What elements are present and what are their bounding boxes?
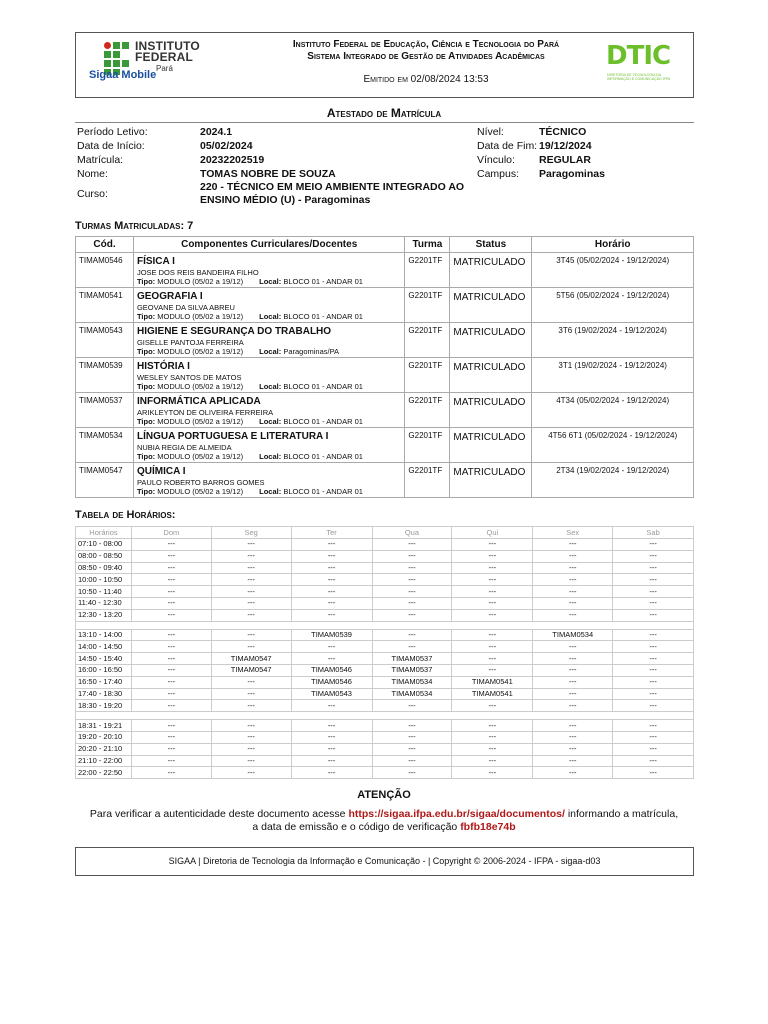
turma-code-cell: G2201TF: [405, 323, 450, 358]
campus-value: Paragominas: [539, 168, 605, 180]
horario-cell: TIMAM0537: [372, 653, 452, 665]
verification-code: fbfb18e74b: [460, 821, 516, 833]
turma-code: TIMAM0546: [76, 253, 134, 288]
horarios-gap-row: [76, 712, 694, 720]
horarios-row: [76, 586, 694, 598]
col-componentes: Componentes Curriculares/Docentes: [133, 237, 404, 253]
componente-local: BLOCO 01 - ANDAR 01: [283, 417, 363, 426]
horario-cell: ---: [613, 641, 694, 653]
horario-cell: ---: [211, 676, 291, 688]
horario-cell: ---: [452, 664, 533, 676]
turma-status: MATRICULADO: [450, 288, 532, 323]
horario-cell: ---: [372, 743, 452, 755]
horario-cell: ---: [613, 755, 694, 767]
horario-cell: ---: [131, 743, 211, 755]
turma-code: TIMAM0537: [76, 393, 134, 428]
horario-cell: ---: [291, 755, 372, 767]
horario-slot: 21:10 - 22:00: [76, 755, 132, 767]
horario-cell: ---: [211, 586, 291, 598]
horarios-row: [76, 562, 694, 574]
horario-cell: ---: [452, 731, 533, 743]
horario-cell: ---: [291, 641, 372, 653]
horario-slot: 07:10 - 08:00: [76, 539, 132, 551]
horarios-col-header: Seg: [211, 527, 291, 539]
turma-status: MATRICULADO: [450, 463, 532, 498]
horarios-row: [76, 688, 694, 700]
horario-cell: ---: [533, 720, 613, 732]
horario-cell: ---: [613, 767, 694, 779]
horario-cell: ---: [533, 586, 613, 598]
horario-cell: ---: [291, 539, 372, 551]
horario-cell: ---: [211, 609, 291, 621]
horario-cell: ---: [372, 720, 452, 732]
horario-cell: ---: [211, 700, 291, 712]
horario-cell: TIMAM0539: [291, 629, 372, 641]
turma-componente: [133, 358, 404, 393]
horario-cell: TIMAM0546: [291, 676, 372, 688]
horario-cell: ---: [291, 574, 372, 586]
horario-cell: ---: [613, 676, 694, 688]
horario-cell: ---: [131, 609, 211, 621]
horario-slot: 16:50 - 17:40: [76, 676, 132, 688]
nome-value: TOMAS NOBRE DE SOUZA: [200, 168, 336, 180]
horario-cell: ---: [533, 731, 613, 743]
componente-docente: JOSE DOS REIS BANDEIRA FILHO: [136, 268, 259, 277]
horario-slot: 08:50 - 09:40: [76, 562, 132, 574]
horario-cell: ---: [613, 664, 694, 676]
horarios-col-header: Dom: [131, 527, 211, 539]
horario-cell: ---: [613, 550, 694, 562]
horario-cell: ---: [452, 586, 533, 598]
horario-cell: ---: [452, 767, 533, 779]
emission-date: Emitido em 02/08/2024 13:53: [363, 74, 489, 85]
horario-cell: ---: [533, 562, 613, 574]
ifpa-logo: [104, 39, 200, 90]
horario-slot: 14:00 - 14:50: [76, 641, 132, 653]
horario-cell: ---: [211, 731, 291, 743]
horarios-col-header: Horários: [76, 527, 132, 539]
horario-cell: ---: [452, 653, 533, 665]
componente-docente: NUBIA REGIA DE ALMEIDA: [136, 443, 232, 452]
horarios-row: [76, 743, 694, 755]
componente-docente: ARIKLEYTON DE OLIVEIRA FERREIRA: [136, 408, 274, 417]
turma-code-cell: G2201TF: [405, 463, 450, 498]
horario-cell: ---: [533, 664, 613, 676]
componente-tipo: Tipo: MODULO (05/02 a 19/12) Local: Paragominas/PA: [136, 347, 340, 356]
turma-horario: 3T1 (19/02/2024 - 19/12/2024): [532, 358, 694, 393]
horario-cell: ---: [131, 574, 211, 586]
componente-tipo: Tipo: MODULO (05/02 a 19/12) Local: BLOCO 01 - ANDAR 01: [136, 382, 363, 391]
sigaa-mobile-label: Sigaa Mobile: [89, 69, 157, 81]
horario-cell: ---: [452, 597, 533, 609]
horario-cell: ---: [291, 720, 372, 732]
horario-cell: ---: [131, 755, 211, 767]
componente-tipo: Tipo: MODULO (05/02 a 19/12) Local: BLOCO 01 - ANDAR 01: [136, 417, 363, 426]
horario-slot: 10:00 - 10:50: [76, 574, 132, 586]
horario-cell: ---: [533, 641, 613, 653]
horario-cell: ---: [533, 597, 613, 609]
horario-cell: TIMAM0543: [291, 688, 372, 700]
horario-cell: ---: [211, 688, 291, 700]
horario-cell: ---: [372, 562, 452, 574]
turma-code: TIMAM0547: [76, 463, 134, 498]
horarios-col-header: Ter: [291, 527, 372, 539]
ifpa-logo-state: Pará: [156, 64, 173, 73]
turma-horario: 5T56 (05/02/2024 - 19/12/2024): [532, 288, 694, 323]
horario-cell: ---: [452, 641, 533, 653]
componente-name: HIGIENE E SEGURANÇA DO TRABALHO: [136, 326, 332, 337]
componente-local: BLOCO 01 - ANDAR 01: [283, 312, 363, 321]
componente-local: BLOCO 01 - ANDAR 01: [283, 382, 363, 391]
horario-cell: ---: [131, 700, 211, 712]
horarios-row: [76, 629, 694, 641]
horarios-row: [76, 641, 694, 653]
horario-cell: ---: [131, 676, 211, 688]
horario-cell: ---: [613, 539, 694, 551]
horario-slot: 14:50 - 15:40: [76, 653, 132, 665]
turma-code: TIMAM0539: [76, 358, 134, 393]
horario-cell: ---: [291, 586, 372, 598]
horario-cell: ---: [372, 700, 452, 712]
turma-code-cell: G2201TF: [405, 358, 450, 393]
horario-cell: ---: [533, 755, 613, 767]
turma-horario: 4T34 (05/02/2024 - 19/12/2024): [532, 393, 694, 428]
title-divider: [75, 122, 694, 123]
horario-cell: ---: [533, 700, 613, 712]
turma-code: TIMAM0543: [76, 323, 134, 358]
horario-cell: ---: [372, 609, 452, 621]
turma-code-cell: G2201TF: [405, 288, 450, 323]
horario-slot: 12:30 - 13:20: [76, 609, 132, 621]
horario-cell: ---: [211, 641, 291, 653]
turma-horario: 3T45 (05/02/2024 - 19/12/2024): [532, 253, 694, 288]
horario-cell: ---: [613, 629, 694, 641]
horario-cell: TIMAM0547: [211, 664, 291, 676]
horario-cell: ---: [372, 731, 452, 743]
turmas-table: [75, 236, 694, 498]
turma-status: MATRICULADO: [450, 358, 532, 393]
horario-cell: ---: [131, 767, 211, 779]
horario-cell: ---: [131, 688, 211, 700]
horario-cell: ---: [291, 731, 372, 743]
campus-label: Campus:: [477, 168, 520, 180]
atencao-text: Para verificar a autenticidade deste documento acesse https://sigaa.ifpa.edu.br/sigaa/documentos/ informando a matrícula, a data de emissão e o código de verificação fbfb18e74b: [89, 808, 679, 833]
turma-componente: [133, 463, 404, 498]
turma-row: [76, 253, 694, 288]
fim-label: Data de Fim:: [477, 140, 538, 152]
horario-cell: ---: [131, 653, 211, 665]
turma-row: [76, 393, 694, 428]
horario-cell: ---: [613, 700, 694, 712]
componente-name: GEOGRAFIA I: [136, 291, 203, 302]
periodo-value: 2024.1: [200, 126, 233, 138]
turma-componente: [133, 428, 404, 463]
horario-cell: ---: [452, 550, 533, 562]
horarios-row: [76, 653, 694, 665]
horario-cell: TIMAM0541: [452, 676, 533, 688]
horario-slot: 18:31 - 19:21: [76, 720, 132, 732]
turma-row: [76, 323, 694, 358]
horario-cell: ---: [533, 574, 613, 586]
componente-name: INFORMÁTICA APLICADA: [136, 396, 261, 407]
componente-name: QUÍMICA I: [136, 466, 186, 477]
horario-cell: ---: [291, 562, 372, 574]
horarios-header-row: [76, 527, 694, 539]
horarios-table: [75, 526, 694, 779]
col-horario: Horário: [532, 237, 694, 253]
horario-cell: ---: [291, 597, 372, 609]
horario-cell: ---: [533, 653, 613, 665]
horarios-row: [76, 731, 694, 743]
turmas-title: Turmas Matriculadas: 7: [75, 220, 194, 232]
horario-cell: ---: [452, 609, 533, 621]
componente-local: BLOCO 01 - ANDAR 01: [283, 452, 363, 461]
turma-row: [76, 288, 694, 323]
horario-cell: ---: [131, 586, 211, 598]
nivel-label: Nível:: [477, 126, 504, 138]
horario-cell: ---: [452, 700, 533, 712]
turma-status: MATRICULADO: [450, 428, 532, 463]
horario-cell: ---: [131, 629, 211, 641]
turma-componente: [133, 288, 404, 323]
horario-cell: ---: [211, 574, 291, 586]
horarios-row: [76, 676, 694, 688]
horario-cell: ---: [533, 743, 613, 755]
horario-cell: ---: [211, 629, 291, 641]
horario-cell: ---: [211, 755, 291, 767]
horario-cell: ---: [291, 700, 372, 712]
componente-name: LÍNGUA PORTUGUESA E LITERATURA I: [136, 431, 329, 442]
turma-componente: [133, 393, 404, 428]
horario-cell: ---: [211, 720, 291, 732]
componente-tipo: Tipo: MODULO (05/02 a 19/12) Local: BLOCO 01 - ANDAR 01: [136, 277, 363, 286]
horarios-row: [76, 755, 694, 767]
horarios-col-header: Sab: [613, 527, 694, 539]
horario-cell: TIMAM0534: [372, 676, 452, 688]
horarios-row: [76, 574, 694, 586]
horario-cell: ---: [211, 743, 291, 755]
horario-cell: ---: [613, 731, 694, 743]
col-codigo: Cód.: [76, 237, 134, 253]
horario-slot: 17:40 - 18:30: [76, 688, 132, 700]
document-header: [75, 32, 694, 98]
horario-cell: ---: [372, 641, 452, 653]
horario-cell: ---: [613, 688, 694, 700]
ifpa-logo-text: INSTITUTO FEDERAL: [135, 39, 200, 64]
document-title: Atestado de Matrícula: [326, 106, 442, 120]
horario-cell: ---: [372, 767, 452, 779]
horario-cell: ---: [533, 609, 613, 621]
componente-docente: WESLEY SANTOS DE MATOS: [136, 373, 242, 382]
componente-docente: GISELLE PANTOJA FERREIRA: [136, 338, 244, 347]
turma-status: MATRICULADO: [450, 393, 532, 428]
horarios-row: [76, 539, 694, 551]
componente-local: Paragominas/PA: [283, 347, 340, 356]
horario-cell: ---: [372, 539, 452, 551]
turma-status: MATRICULADO: [450, 253, 532, 288]
horario-cell: ---: [291, 767, 372, 779]
componente-local: BLOCO 01 - ANDAR 01: [283, 277, 363, 286]
horario-cell: ---: [211, 767, 291, 779]
horario-cell: ---: [533, 550, 613, 562]
horarios-col-header: Qua: [372, 527, 452, 539]
matricula-value: 20232202519: [200, 154, 265, 166]
horario-cell: ---: [211, 597, 291, 609]
nome-label: Nome:: [77, 168, 108, 180]
horario-slot: 20:20 - 21:10: [76, 743, 132, 755]
horario-slot: 18:30 - 19:20: [76, 700, 132, 712]
componente-tipo: Tipo: MODULO (05/02 a 19/12) Local: BLOCO 01 - ANDAR 01: [136, 312, 363, 321]
horario-cell: ---: [131, 562, 211, 574]
horario-cell: ---: [211, 550, 291, 562]
horario-slot: 19:20 - 20:10: [76, 731, 132, 743]
turma-status: MATRICULADO: [450, 323, 532, 358]
horario-cell: ---: [533, 688, 613, 700]
horario-cell: TIMAM0541: [452, 688, 533, 700]
horario-cell: ---: [372, 586, 452, 598]
horario-cell: ---: [131, 720, 211, 732]
turma-componente: [133, 253, 404, 288]
componente-docente: PAULO ROBERTO BARROS GOMES: [136, 478, 265, 487]
horarios-title: Tabela de Horários:: [75, 509, 176, 521]
componente-name: FÍSICA I: [136, 256, 175, 267]
atencao-title: ATENÇÃO: [357, 789, 411, 801]
turma-horario: 4T56 6T1 (05/02/2024 - 19/12/2024): [532, 428, 694, 463]
fim-value: 19/12/2024: [539, 140, 592, 152]
horario-slot: 16:00 - 16:50: [76, 664, 132, 676]
horarios-row: [76, 720, 694, 732]
horarios-row: [76, 664, 694, 676]
inicio-value: 05/02/2024: [200, 140, 253, 152]
horario-cell: TIMAM0547: [211, 653, 291, 665]
horario-cell: ---: [613, 743, 694, 755]
horario-slot: 10:50 - 11:40: [76, 586, 132, 598]
horario-cell: ---: [613, 609, 694, 621]
turma-row: [76, 358, 694, 393]
horario-cell: TIMAM0534: [533, 629, 613, 641]
turma-horario: 3T6 (19/02/2024 - 19/12/2024): [532, 323, 694, 358]
horario-cell: ---: [291, 653, 372, 665]
horario-slot: 13:10 - 14:00: [76, 629, 132, 641]
horario-cell: ---: [452, 629, 533, 641]
componente-tipo: Tipo: MODULO (05/02 a 19/12) Local: BLOCO 01 - ANDAR 01: [136, 452, 363, 461]
horario-cell: ---: [372, 597, 452, 609]
horario-cell: TIMAM0534: [372, 688, 452, 700]
footer: SIGAA | Diretoria de Tecnologia da Informação e Comunicação - | Copyright © 2006-2024 - IFPA - sigaa-d03: [75, 847, 694, 876]
horario-cell: ---: [131, 664, 211, 676]
horario-cell: ---: [131, 641, 211, 653]
turmas-header-row: [76, 237, 694, 253]
horarios-row: [76, 550, 694, 562]
turma-code-cell: G2201TF: [405, 393, 450, 428]
componente-docente: GEOVANE DA SILVA ABREU: [136, 303, 235, 312]
horario-cell: ---: [452, 720, 533, 732]
horarios-row: [76, 597, 694, 609]
horario-cell: ---: [291, 743, 372, 755]
horarios-row: [76, 767, 694, 779]
curso-label: Curso:: [77, 188, 108, 200]
matricula-label: Matrícula:: [77, 154, 124, 166]
turma-code: TIMAM0541: [76, 288, 134, 323]
horario-slot: 11:40 - 12:30: [76, 597, 132, 609]
horario-cell: ---: [452, 539, 533, 551]
horario-cell: ---: [131, 539, 211, 551]
col-turma: Turma: [405, 237, 450, 253]
componente-name: HISTÓRIA I: [136, 361, 190, 372]
horario-slot: 22:00 - 22:50: [76, 767, 132, 779]
horario-cell: ---: [452, 574, 533, 586]
vinculo-value: REGULAR: [539, 154, 591, 166]
institution-title: Instituto Federal de Educação, Ciência e Tecnologia do Pará Sistema Integrado de Gestão de Atividades Acadêmicas: [292, 39, 560, 62]
horario-cell: TIMAM0546: [291, 664, 372, 676]
horario-cell: ---: [131, 550, 211, 562]
turma-code: TIMAM0534: [76, 428, 134, 463]
horarios-col-header: Qui: [452, 527, 533, 539]
horario-cell: TIMAM0537: [372, 664, 452, 676]
horario-cell: ---: [613, 586, 694, 598]
horario-cell: ---: [131, 597, 211, 609]
turma-row: [76, 428, 694, 463]
horario-cell: ---: [372, 629, 452, 641]
horario-cell: ---: [372, 755, 452, 767]
horario-cell: ---: [372, 574, 452, 586]
horario-cell: ---: [291, 550, 372, 562]
nivel-value: TÉCNICO: [539, 126, 587, 138]
componente-tipo: Tipo: MODULO (05/02 a 19/12) Local: BLOCO 01 - ANDAR 01: [136, 487, 363, 496]
curso-value: 220 - TÉCNICO EM MEIO AMBIENTE INTEGRADO AO ENSINO MÉDIO (U) - Paragominas: [200, 181, 465, 206]
periodo-label: Período Letivo:: [77, 126, 148, 138]
horario-cell: ---: [613, 720, 694, 732]
turma-code-cell: G2201TF: [405, 253, 450, 288]
horario-cell: ---: [452, 562, 533, 574]
horario-cell: ---: [291, 609, 372, 621]
horarios-col-header: Sex: [533, 527, 613, 539]
verification-link[interactable]: https://sigaa.ifpa.edu.br/sigaa/documentos/: [348, 808, 565, 820]
horarios-gap-row: [76, 621, 694, 629]
horario-slot: 08:00 - 08:50: [76, 550, 132, 562]
horarios-row: [76, 700, 694, 712]
horario-cell: ---: [372, 550, 452, 562]
turma-code-cell: G2201TF: [405, 428, 450, 463]
horario-cell: ---: [613, 562, 694, 574]
horario-cell: ---: [533, 676, 613, 688]
horario-cell: ---: [613, 574, 694, 586]
horario-cell: ---: [131, 731, 211, 743]
turma-componente: [133, 323, 404, 358]
horario-cell: ---: [613, 597, 694, 609]
col-status: Status: [450, 237, 532, 253]
turma-row: [76, 463, 694, 498]
horarios-row: [76, 609, 694, 621]
horario-cell: ---: [533, 539, 613, 551]
vinculo-label: Vínculo:: [477, 154, 515, 166]
horario-cell: ---: [533, 767, 613, 779]
turma-horario: 2T34 (19/02/2024 - 19/12/2024): [532, 463, 694, 498]
dtic-logo: DTIC DIRETORIA DE TECNOLOGIA DA INFORMAÇÃO E COMUNICAÇÃO IFPA: [606, 41, 671, 81]
horario-cell: ---: [613, 653, 694, 665]
componente-local: BLOCO 01 - ANDAR 01: [283, 487, 363, 496]
inicio-label: Data de Início:: [77, 140, 145, 152]
horario-cell: ---: [211, 539, 291, 551]
horario-cell: ---: [452, 755, 533, 767]
horario-cell: ---: [211, 562, 291, 574]
horario-cell: ---: [452, 743, 533, 755]
